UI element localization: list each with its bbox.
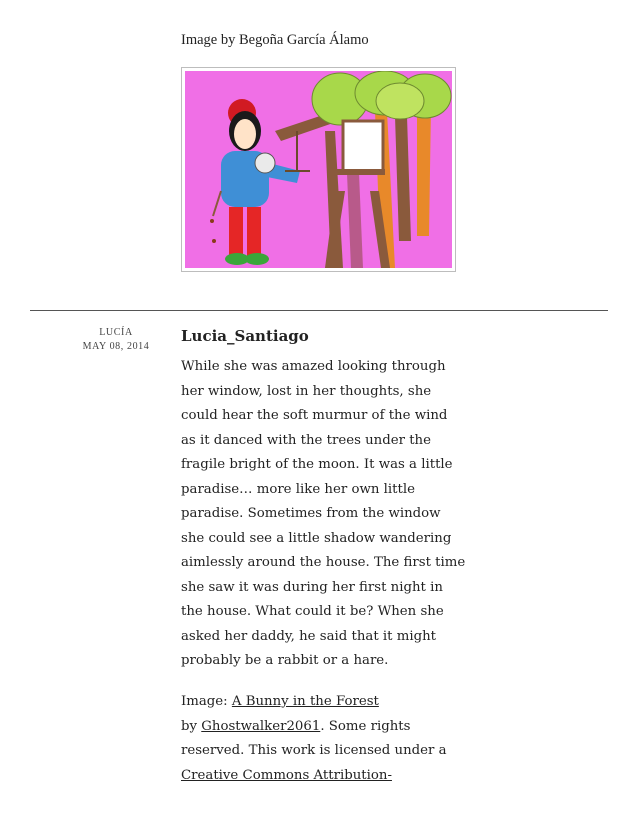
credit-by: by (181, 718, 202, 734)
post-meta (62, 326, 170, 354)
painter-girl-drawing (185, 71, 452, 268)
license-link[interactable]: Creative Commons Attribution- (181, 767, 392, 783)
post-body: While she was amazed looking through her window, lost in her thoughts, she could hear the soft murmur of the wind as it danced with the trees under the fragile bright of the moon. It was a little paradise… more like her own little paradise. Sometimes from the window she could see a little shadow wandering aimlessly around the house. The first time she saw it was during her first night in the house. What could it be? When she asked her daddy, he said that it might probably be a rabbit or a hare. (181, 359, 466, 668)
image-credit (181, 690, 466, 788)
post-title: Lucia_Santiago (181, 327, 309, 345)
image-title-link[interactable]: A Bunny in the Forest (231, 694, 379, 709)
illustration-image (181, 67, 456, 272)
credit-prefix: Image: (181, 694, 232, 709)
section-divider (30, 310, 608, 311)
image-caption: Image by Begoña García Álamo (181, 32, 369, 48)
credit-middle: . Some rights reserved. This work is licensed under a (181, 718, 447, 758)
image-author-link[interactable]: Ghostwalker2061 (201, 718, 321, 734)
post-date: MAY 08, 2014 (82, 341, 150, 352)
post-author-tag: LUCÍA (99, 327, 133, 338)
